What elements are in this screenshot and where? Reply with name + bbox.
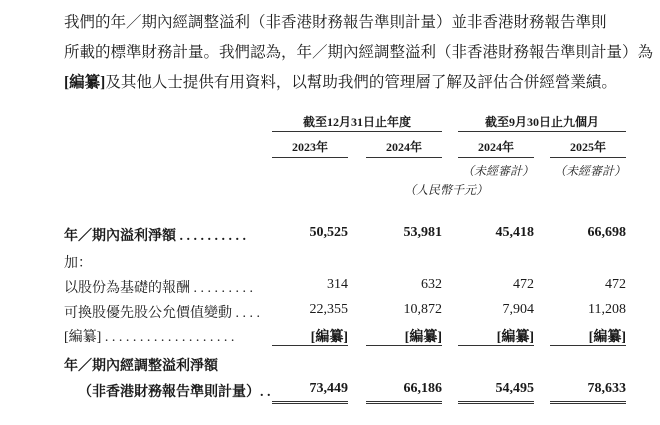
column-rule-2 [366,157,442,158]
row-label-redacted: [編纂] . . . . . . . . . . . . . . . . . . . [64,330,235,345]
cell-redacted-2023: [編纂] [310,330,348,345]
cell-sbc-2025-9m: 472 [605,277,626,292]
paragraph-line-2: 所載的標準財務計量。我們認為，年／期內經調整溢利（非香港財務報告準則計量）為 [64,44,654,61]
total-rule-top-4 [550,401,626,402]
column-header-2023: 2023年 [291,140,328,154]
cell-redacted-2025-9m: [編纂] [588,330,626,345]
cell-sbc-2024: 632 [421,277,442,292]
column-header-2024: 2024年 [385,140,422,154]
column-rule-3 [458,157,534,158]
subtotal-rule-3 [458,345,534,346]
total-rule-bottom-2 [366,403,442,404]
column-rule-4 [550,157,626,158]
cell-net-profit-2023: 50,525 [309,225,348,240]
currency-unit: （人民幣千元） [404,183,489,197]
cell-fv-2023: 22,355 [309,302,348,317]
subtotal-rule-2 [366,345,442,346]
header-rule-group-2 [458,131,626,132]
total-rule-bottom-4 [550,403,626,404]
cell-adjusted-2024-9m: 54,495 [495,381,534,396]
cell-adjusted-2025-9m: 78,633 [587,381,626,396]
cell-net-profit-2024-9m: 45,418 [495,225,534,240]
cell-net-profit-2025-9m: 66,698 [587,225,626,240]
cell-redacted-2024: [編纂] [404,330,442,345]
column-header-2024-nine-months: 2024年 [477,140,514,154]
header-year-ended: 截至12月31日止年度 [302,115,411,129]
unaudited-note-1: （未經審計） [462,164,535,178]
cell-adjusted-2023: 73,449 [309,381,348,396]
subtotal-rule-1 [272,345,348,346]
header-rule-group-1 [272,131,442,132]
cell-adjusted-2024: 66,186 [403,381,442,396]
unaudited-note-2: （未經審計） [554,164,627,178]
total-rule-top-2 [366,401,442,402]
row-label-adjusted-net-profit: 年／期內經調整溢利淨額 [64,359,218,374]
row-label-non-hkfrs: （非香港財務報告準則計量）. . [78,385,271,400]
column-rule-1 [272,157,348,158]
column-header-2025-nine-months: 2025年 [569,140,606,154]
intro-paragraph [64,8,654,98]
total-rule-bottom-1 [272,403,348,404]
cell-fv-2025-9m: 11,208 [588,302,626,317]
paragraph-line-1: 我們的年／期內經調整溢利（非香港財務報告準則計量）並非香港財務報告準則 [64,14,607,31]
cell-fv-2024: 10,872 [403,302,442,317]
cell-fv-2024-9m: 7,904 [502,302,534,317]
cell-redacted-2024-9m: [編纂] [496,330,534,345]
paragraph-line-3-text: 及其他人士提供有用資料，以幫助我們的管理層了解及評估合併經營業績。 [105,74,617,91]
row-label-add: 加： [64,256,92,271]
row-label-share-based-comp: 以股份為基礎的報酬 . . . . . . . . . [64,281,253,296]
total-rule-bottom-3 [458,403,534,404]
header-nine-months: 截至9月30日止九個月 [484,115,599,129]
subtotal-rule-4 [550,345,626,346]
paragraph-line-3 [64,68,654,98]
row-label-fair-value-change: 可換股優先股公允價值變動 . . . . [64,306,260,321]
cell-sbc-2024-9m: 472 [513,277,534,292]
total-rule-top-3 [458,401,534,402]
row-label-net-profit: 年／期內溢利淨額 . . . . . . . . . . [64,229,246,244]
total-rule-top-1 [272,401,348,402]
cell-net-profit-2024: 53,981 [403,225,442,240]
cell-sbc-2023: 314 [327,277,348,292]
redacted-marker: [編纂] [64,74,106,91]
